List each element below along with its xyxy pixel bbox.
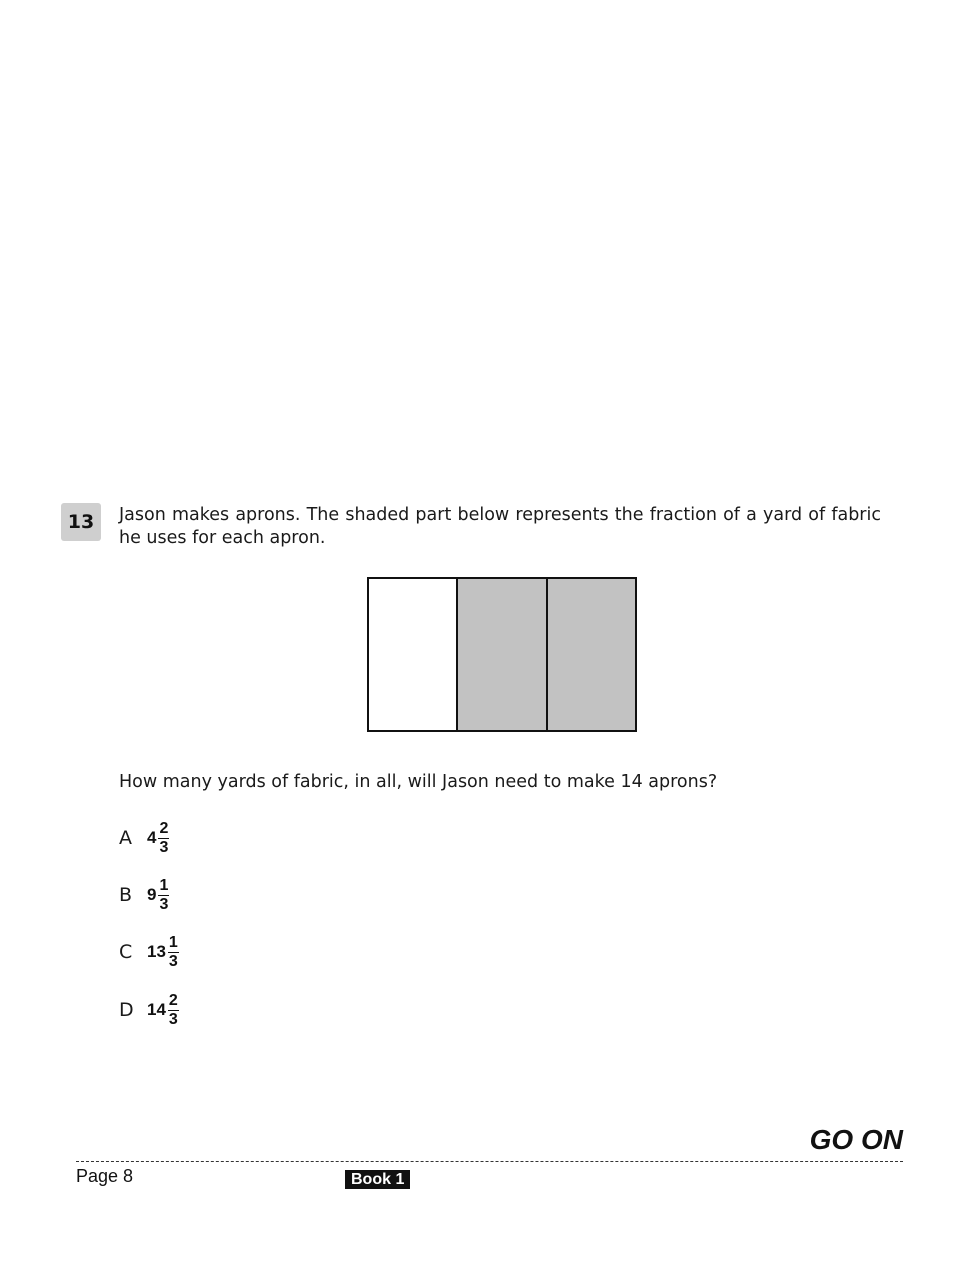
answer-choice-d[interactable] [119, 988, 179, 1032]
answer-choice-c[interactable] [119, 930, 179, 974]
fraction [158, 821, 169, 856]
mixed-number [147, 821, 169, 856]
answer-choice-b[interactable] [119, 873, 169, 917]
mixed-number [147, 993, 179, 1028]
denominator: 3 [168, 952, 178, 970]
fabric-fraction-model [367, 577, 637, 732]
whole-number: 9 [147, 885, 157, 904]
numerator: 2 [159, 819, 169, 837]
question-number-badge: 13 [61, 503, 101, 541]
question-stem: Jason makes aprons. The shaded part below represents the fraction of a yard of fabric he uses for each apron. [119, 505, 881, 548]
footer-dashed-divider [76, 1161, 903, 1162]
numerator: 1 [168, 933, 178, 951]
go-on-label: GO ON [809, 1124, 903, 1155]
denominator: 3 [159, 895, 169, 913]
fabric-part-unshaded [369, 579, 456, 730]
whole-number: 4 [147, 828, 157, 847]
fabric-part-shaded [456, 579, 545, 730]
fraction [168, 935, 179, 970]
book-label: Book 1 [345, 1170, 410, 1189]
choice-letter: B [119, 884, 133, 906]
fabric-part-shaded [546, 579, 635, 730]
denominator: 3 [168, 1010, 178, 1028]
question-prompt: How many yards of fabric, in all, will Jason need to make 14 aprons? [119, 772, 718, 792]
fraction [158, 878, 169, 913]
choice-letter: A [119, 827, 132, 849]
fraction [168, 993, 179, 1028]
mixed-number [147, 935, 179, 970]
choice-letter: C [119, 941, 133, 963]
whole-number: 13 [147, 942, 166, 961]
answer-choice-a[interactable] [119, 816, 169, 860]
choice-letter: D [119, 999, 134, 1021]
whole-number: 14 [147, 1000, 166, 1019]
numerator: 1 [159, 876, 169, 894]
denominator: 3 [159, 838, 169, 856]
mixed-number [147, 878, 169, 913]
numerator: 2 [168, 991, 178, 1009]
page-number: Page 8 [76, 1166, 134, 1186]
